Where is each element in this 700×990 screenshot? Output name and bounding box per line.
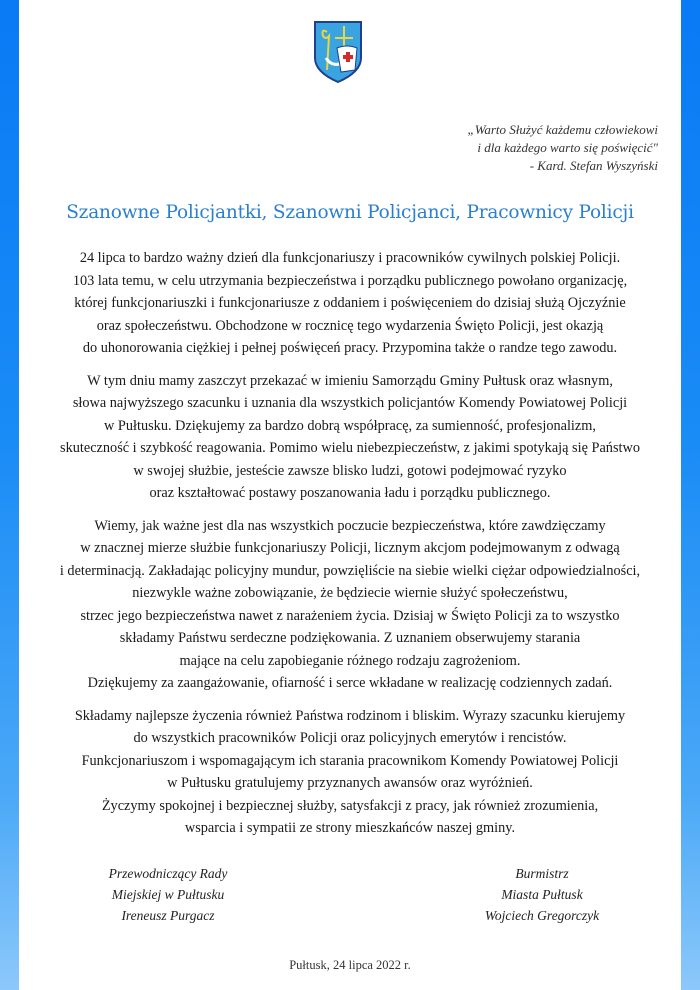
paragraph-4 (0, 705, 700, 840)
text-line: Dziękujemy za zaangażowanie, ofiarność i serce wkładane w realizację codziennych zadań. (87, 675, 613, 691)
text-line: składamy Państwu serdeczne podziękowania. Z uznaniem obserwujemy starania (119, 630, 581, 646)
signature-name: Wojciech Gregorczyk (484, 908, 600, 923)
text-line: Składamy najlepsze życzenia również Państwa rodzinom i bliskim. Wyrazy szacunku kierujemy (74, 707, 626, 724)
text-line: do uhonorowania ciężkiej i pełnej poświęceń pracy. Przypomina także o randze tego zawodu. (82, 340, 618, 356)
signature-title: Miasta Pułtusk (501, 887, 583, 902)
text-line: w Pułtusku. Dziękujemy za bardzo dobrą współpracę, za sumienność, profesjonalizm, (104, 417, 596, 434)
signature-name: Ireneusz Purgacz (121, 908, 215, 923)
text-line: Funkcjonariuszom i wspomagającym ich starania pracownikom Komendy Powiatowej Policji (81, 752, 619, 769)
motto-quote (358, 121, 658, 175)
letter-body (0, 247, 700, 850)
text-line: oraz kształtować postawy poszanowania ładu i porządku publicznego. (149, 485, 551, 501)
text-line: Wiemy, jak ważne jest dla nas wszystkich poczucie bezpieczeństwa, które zawdzięczamy (94, 517, 606, 534)
signature-council-chair (58, 863, 278, 926)
signature-title: Przewodniczący Rady (108, 866, 228, 881)
letter-title: Szanowne Policjantki, Szanowni Policjanci, Pracownicy Policji (66, 202, 634, 223)
text-line: niezwykle ważne zobowiązanie, że będziecie wiernie służyć społeczeństwu, (132, 585, 568, 601)
text-line: strzec jego bezpieczeństwa nawet z narażeniem życia. Dzisiaj w Święto Policji za to wszystko (80, 607, 620, 624)
text-line: 103 lata temu, w celu utrzymania bezpieczeństwa i porządku publicznego powołano organizację, (72, 272, 628, 289)
text-line: 24 lipca to bardzo ważny dzień dla funkcjonariuszy i pracowników cywilnych polskiej Policji. (79, 250, 621, 266)
text-line: do wszystkich pracowników Policji oraz policyjnych emerytów i rencistów. (133, 730, 567, 746)
text-line: w znacznej mierze służbie funkcjonariuszy Policji, licznym akcjom podejmowanym z odwagą (80, 540, 620, 556)
quote-line: i dla każdego warto się poświęcić" (477, 140, 658, 155)
quote-author: - Kard. Stefan Wyszyński (529, 158, 658, 173)
text-line: mające na celu zapobieganie różnego rodzaju zagrożeniom. (179, 652, 521, 669)
text-line: wsparcia i sympatii ze strony mieszkańców naszej gminy. (184, 820, 516, 836)
text-line: w Pułtusku gratulujemy przyznanych awansów oraz wyróżnień. (167, 775, 533, 791)
text-line: słowa najwyższego szacunku i uznania dla wszystkich policjantów Komendy Powiatowej Policji (72, 395, 628, 411)
quote-line: „Warto Służyć każdemu człowiekowi (467, 122, 658, 137)
paragraph-2 (0, 370, 700, 505)
coat-of-arms-icon (313, 20, 363, 84)
signature-title: Burmistrz (515, 866, 569, 881)
place-and-date: Pułtusk, 24 lipca 2022 r. (289, 958, 411, 972)
text-line: w swojej służbie, jesteście zawsze blisko ludzi, gotowi podejmować ryzyko (133, 462, 567, 479)
text-line: Życzymy spokojnej i bezpiecznej służby, satysfakcji z pracy, jak również zrozumienia, (101, 797, 599, 814)
signature-mayor (432, 863, 652, 926)
signature-title: Miejskiej w Pułtusku (111, 887, 225, 902)
paragraph-3 (0, 515, 700, 695)
text-line: oraz społeczeństwu. Obchodzone w rocznicę tego wydarzenia Święto Policji, jest okazją (96, 317, 604, 334)
text-line: W tym dniu mamy zaszczyt przekazać w imieniu Samorządu Gminy Pułtusk oraz własnym, (87, 372, 613, 389)
text-line: i determinacją. Zakładając policyjny mundur, powzięliście na siebie wielki ciężar odpowiedzialności, (59, 562, 641, 579)
text-line: której funkcjonariuszki i funkcjonariusze z oddaniem i poświęceniem do dzisiaj służą Ojczyźnie (74, 295, 626, 311)
paragraph-1 (0, 247, 700, 360)
text-line: skuteczność i szybkość reagowania. Pomimo wielu niebezpieczeństw, z jakimi spotykają się Państwo (60, 440, 640, 456)
